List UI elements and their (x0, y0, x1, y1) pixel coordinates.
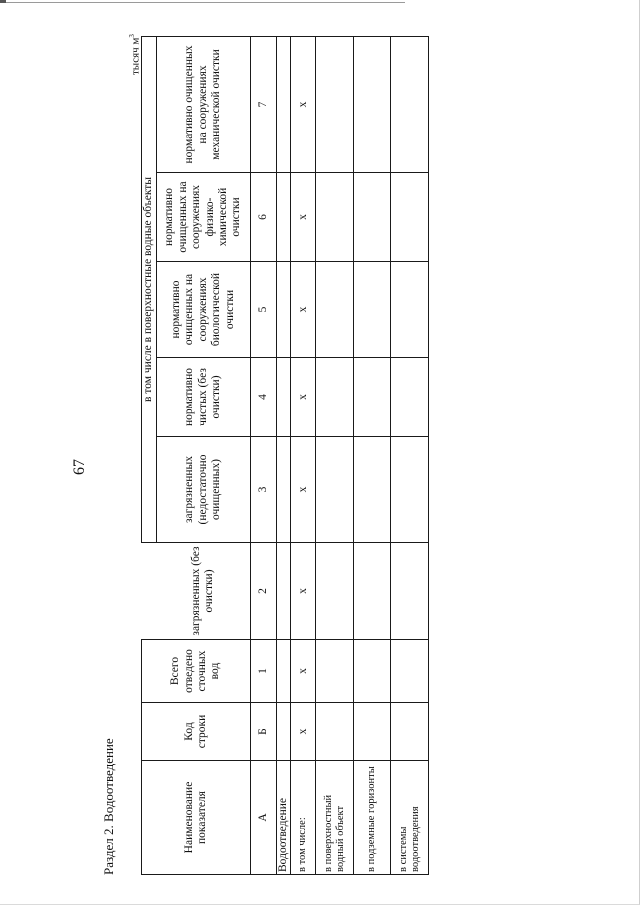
table-cell (277, 640, 291, 703)
header-row-1 (142, 36, 157, 874)
table-cell (354, 640, 391, 703)
section-title: Раздел 2. Водоотведение (101, 738, 116, 875)
header-total: Всего отведено сточных вод (142, 640, 251, 703)
num-3: 3 (251, 437, 277, 543)
table-cell (391, 543, 429, 640)
table-cell (391, 437, 429, 543)
row-label: в системы водоотведения (391, 761, 429, 875)
header-code: Код строки (142, 703, 251, 761)
table-cell (391, 173, 429, 262)
rotated-page (67, 30, 632, 875)
table-row (277, 36, 291, 874)
num-b: Б (251, 703, 277, 761)
unit-label (129, 34, 142, 75)
num-6: 6 (251, 173, 277, 262)
table-cell (316, 703, 354, 761)
table-cell (316, 437, 354, 543)
num-7: 7 (251, 36, 277, 172)
table-cell (277, 358, 291, 437)
num-2: 2 (251, 543, 277, 640)
table-cell: х (291, 543, 316, 640)
table-cell (354, 437, 391, 543)
unit-text: тысяч м (129, 37, 142, 75)
table-cell (316, 640, 354, 703)
table-cell (354, 543, 391, 640)
scan-top-line (0, 2, 405, 3)
scan-corner-mark (0, 0, 6, 3)
table-cell: х (291, 358, 316, 437)
table-cell (277, 703, 291, 761)
header-col-3: нормативно чистых (без очистки) (157, 358, 251, 437)
table-cell (354, 173, 391, 262)
num-1: 1 (251, 640, 277, 703)
table-cell: х (291, 262, 316, 358)
header-group: в том числе в поверхностные водные объекты (142, 36, 157, 542)
header-col-1: загрязненных (без очистки) (157, 543, 251, 640)
table-cell (277, 437, 291, 543)
table-cell (277, 543, 291, 640)
row-label: в подземные горизонты (354, 761, 391, 875)
table-row (391, 36, 429, 874)
header-col-4: нормативно очищенных на сооружениях биологической очистки (157, 262, 251, 358)
table-cell (316, 543, 354, 640)
num-4: 4 (251, 358, 277, 437)
table-cell (316, 262, 354, 358)
table-row (316, 36, 354, 874)
header-col-1-top (142, 543, 157, 640)
row-label: в том числе: (291, 761, 316, 875)
header-name: Наименование показателя (142, 761, 251, 875)
table-cell (391, 358, 429, 437)
table-cell: х (291, 173, 316, 262)
table-cell: х (291, 36, 316, 172)
table-cell (391, 640, 429, 703)
table-cell (316, 358, 354, 437)
table-cell (391, 703, 429, 761)
table-cell (391, 262, 429, 358)
num-a: А (251, 761, 277, 875)
table-cell: х (291, 703, 316, 761)
header-col-2: загрязненных (недостаточно очищенных) (157, 437, 251, 543)
table-cell: х (291, 640, 316, 703)
table-cell (354, 703, 391, 761)
table-cell (354, 358, 391, 437)
unit-superscript: 3 (128, 34, 136, 38)
water-discharge-table (141, 36, 429, 875)
table-cell (316, 173, 354, 262)
table-cell (277, 173, 291, 262)
table-cell: х (291, 437, 316, 543)
header-col-5: нормативно очищенных на сооружениях физико-химической очистки (157, 173, 251, 262)
table-cell (277, 262, 291, 358)
row-label: Водоотведение (277, 761, 291, 875)
column-numbering-row (251, 36, 277, 874)
table-row (291, 36, 316, 874)
page-number: 67 (71, 459, 88, 475)
header-col-6: нормативно очищенных на сооружениях механической очистки (157, 36, 251, 172)
table-cell (316, 36, 354, 172)
table-cell (354, 262, 391, 358)
table-row (354, 36, 391, 874)
num-5: 5 (251, 262, 277, 358)
table-cell (354, 36, 391, 172)
table-cell (391, 36, 429, 172)
row-label: в поверхностный водный объект (316, 761, 354, 875)
table-cell (277, 36, 291, 172)
